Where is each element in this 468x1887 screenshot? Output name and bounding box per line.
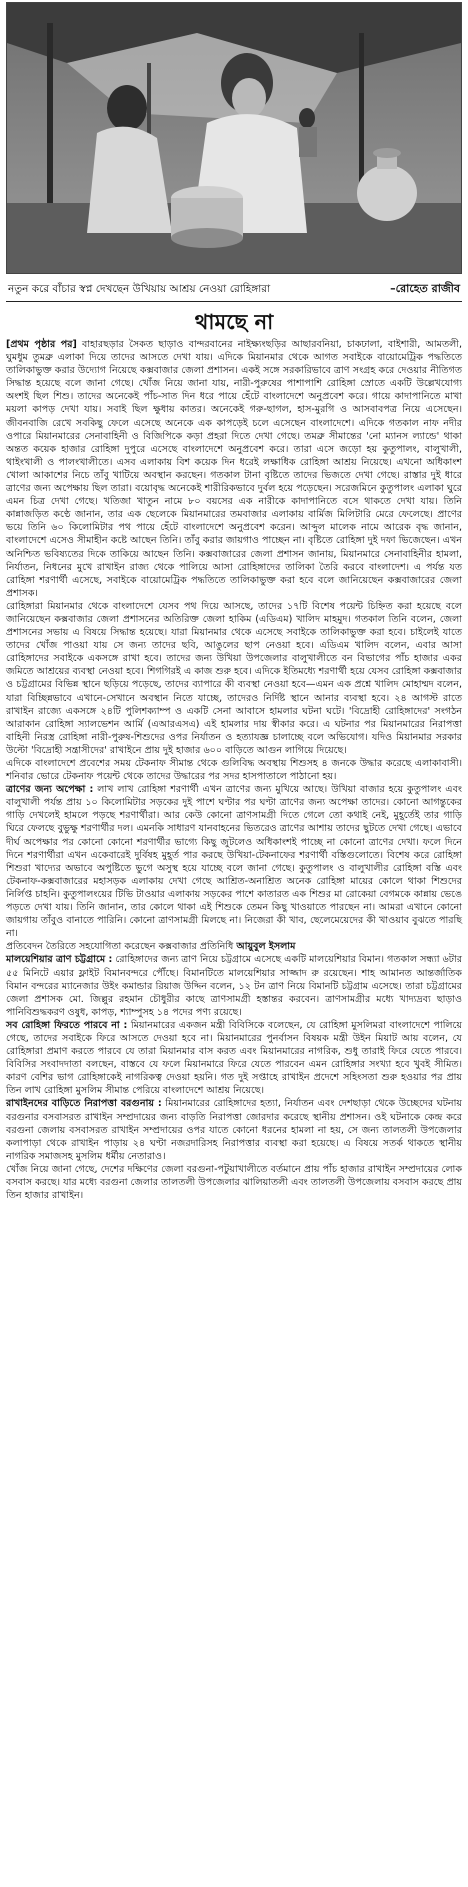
refugee-camp-photo [7, 3, 461, 273]
paragraph-text: রোহিঙ্গাদের জন্য ত্রাণ নিয়ে চট্টগ্রামে এসেছে একটি মালয়েশিয়ার বিমান। গতকাল সন্ধ্যা ৬টার ৫৫ মিনিটে এয়ার ফ্লাইট বিমানবন্দরে পৌঁছে। বিমানটিতে মালয়েশিয়ার সাজ্জাদ রু রয়েছেন। শাহ আমানত আন্তর্জাতিক বিমান বন্দরের ম্যানেজার উইং কমান্ডার রিয়াজ উদ্দিন বলেন, ১২ টন ত্রাণ নিয়ে বিমানটি চট্টগ্রাম এসেছে। তারা চট্টগ্রামের জেলা প্রশাসক মো. জিল্লুর রহমান চৌধুরীর কাছে ত্রাণসামগ্রী হস্তান্তর করবেন। ত্রাণসামগ্রীর মধ্যে খাদ্যদ্রব্য ছাড়াও পানিবিশুদ্ধকরণ ওষুধ, কাপড়, শ্যাম্পুসহ ১৪ পদের পণ্য রয়েছে। [6, 954, 462, 1018]
article-paragraph [6, 1019, 462, 1098]
paragraph-text: লাখ লাখ রোহিঙ্গা শরণার্থী এখন ত্রাণের জন্য মুখিয়ে আছে। উখিয়া বাজার হয়ে কুতুপালং এবং বালুখালী পর্যন্ত প্রায় ১০ কিলোমিটার সড়কের দুই পাশে ঘণ্টার পর ঘণ্টা ত্রাণের জন্য অপেক্ষা তাদের। কোনো আগন্তুকের গাড়ি দেখলেই হামলে পড়ছে শরণার্থীরা। আর কেউ কোনো ত্রাণসামগ্রী দিতে গেলে তো কথাই নেই, মুহূর্তেই তার গাড়ি ঘিরে ফেলছে বুভুক্ষু শরণার্থীর দল। এমনকি সাধারণ যানবাহনের ভিতরেও ত্রাণের আশায় তাদের ছুটতে দেখা গেছে। এভাবে দীর্ঘ অপেক্ষার পর কোনো কোনো শরণার্থীর ভাগ্যে কিছু জুটলেও অধিকাংশই পাচ্ছে না কোনো ত্রাণের দেখা। ফলে দিনে দিনে শরণার্থীরা এখন একেবারেই দুর্বিষহ মুহূর্ত পার করছে উখিয়া-টেকনাফের শরণার্থী বস্তিগুলোতে। বিশেষ করে রোহিঙ্গা শিশুরা খাদ্যের অভাবে অপুষ্টিতে ভুগে অসুস্থ হয়ে যাচ্ছে বলে জানা গেছে। কুতুপালং ও বালুখালীর রোহিঙ্গা বস্তি এবং টেকনাফ-কক্সবাজারের মহাসড়ক এলাকায় দেখা গেছে আশ্রিত-অনাশ্রিত অনেক রোহিঙ্গা মায়ের কোলে থাকা শিশুদের নির্লিপ্ত চাহনি। কুতুপালংয়ের টিভি টাওয়ার এলাকায় সড়কের পাশে কাতারত এক শিশুর মা রোকেয়া বেগমকে কান্নায় ভেঙে পড়তে দেখা যায়। তিনি জানান, তার কোলে থাকা এই শিশুকে তেমন কিছু খাওয়াতে পারছেন না। আমরা এখানে কোনো জায়গায় তাঁবুও বানাতে পারিনি। কোনো ত্রাণসামগ্রী মিলছে না। নিজেরা কী খাব, ছেলেমেয়েদের কী খাওয়াব বুঝতে পারছি না। [6, 784, 462, 940]
paragraph-text: বাহারছড়ার সৈকত ছাড়াও বান্দরবানের নাইক্ষ্যংছড়ির আছারবনিয়া, চাকঢালা, বাইশারী, আমতলী, ঘুমধুম তুমব্রু এলাকা দিয়ে তাদের আসতে দেখা যায়। এদিকে মিয়ানমার থেকে আগত সবাইকে বায়োমেট্রিক পদ্ধতিতে তালিকাভুক্ত করার উদ্যোগ নিয়েছে কক্সবাজার জেলা প্রশাসন। একই সঙ্গে সরকারিভাবে ত্রাণ সংগ্রহ করে দেওয়ার নীতিগত সিদ্ধান্ত হয়েছে বলে জানা গেছে। খোঁজ নিয়ে জানা যায়, নারী-পুরুষের পাশাপাশি রোহিঙ্গা স্রোতে একটি উল্লেখযোগ্য অংশই ছিল শিশু। তাদের অনেকেই পাঁচ-সাত দিন ধরে পায়ে হেঁটে বাংলাদেশে অনুপ্রবেশ করে। গায়ে কাদাপানিতে মাখা ময়লা কাপড় দেখা যায়। সবাই ছিল ক্ষুধায় কাতর। অনেকেই গরু-ছাগল, হাস-মুরগি ও আসবাবপত্র নিয়ে এসেছেন। জীবনবাজি রেখে সবকিছু ফেলে এসেছে অনেকে এক কাপড়েই চলে এসেছেন বাংলাদেশে। এদিকে গতকাল নাফ নদীর ওপারে মিয়ানমারের সেনাবাহিনী ও বিজিপিকে কড়া প্রহরা দিতে দেখা গেছে। তমব্রু সীমান্তের 'নো ম্যানস ল্যান্ডে' থাকা অন্তত কয়েক হাজার রোহিঙ্গা দুপুরে এসেছে বাংলাদেশে অনুপ্রবেশ করে। তারা এসে জড়ো হয় কুতুপালং, বালুখালী, থাইংখালী ও পালংখালীতে। এসব এলাকায় বিশ কয়েক দিন ধরেই লক্ষাধিক রোহিঙ্গা আশ্রয় নিয়েছে। এখনো অধিকাংশ খোলা আকাশের নিচে তাঁবু খাটিয়ে অবস্থান করছেন। গতকাল টানা বৃষ্টিতে তাদের ভিজতে দেখা গেছে। রাস্তার দুই ধারে ত্রাণের জন্য অপেক্ষায় ছিল তারা। বয়োবৃদ্ধ অনেকেই শারীরিকভাবে দুর্বল হয়ে পড়েছেন। সরেজমিনে কুতুপালং এলাকা ঘুরে এমন চিত্র দেখা গেছে। খতিজা খাতুন নামে ৮০ বয়সের এক নারীকে কাদাপানিতে বসে থাকতে দেখা যায়। তিনি কান্নাজড়িত কণ্ঠে জানান, তার এক ছেলেকে মিয়ানমারের তমবাজার এলাকায় বার্মিজ মিলিটারি মেরে ফেলেছে। প্রাণের ভয়ে তিনি ৬০ কিলোমিটার পথ পায়ে হেঁটে বাংলাদেশে অনুপ্রবেশ করেন। আব্দুল মালেক নামে আরেক বৃদ্ধ জানান, বাংলাদেশে এসেও সীমাহীন কষ্টে আছেন তিনি। তাঁবু করার জায়গাও পাচ্ছেন না। বৃষ্টিতে রোহিঙ্গা দুই দফা ভিজেছেন। এখন অনিশ্চিত ভবিষ্যতের দিকে তাকিয়ে আছেন তিনি। কক্সবাজারের জেলা প্রশাসন জানায়, মিয়ানমারে সেনাবাহিনীর হামলা, নির্যাতন, নিধনের মুখে রাখাইন রাজ্য থেকে পালিয়ে আসা রোহিঙ্গাদের তালিকা তৈরি করবে বাংলাদেশ। এ পর্যন্ত যত রোহিঙ্গা শরণার্থী এসেছে, সবাইকে বায়োমেট্রিক পদ্ধতিতে তালিকাভুক্ত করা হবে বলে জানিয়েছেন কক্সবাজারের জেলা প্রশাসক। [6, 339, 463, 599]
news-photo [6, 2, 462, 274]
article-body [6, 338, 462, 1202]
paragraph-subhead: রাখাইনদের বাড়িতে নিরাপত্তা বরগুনায় : [6, 1098, 162, 1110]
paragraph-text: মিয়ানমারের একজন মন্ত্রী বিবিসিকে বলেছেন, যে রোহিঙ্গা মুসলিমরা বাংলাদেশে পালিয়ে গেছে, তাদের সবাইকে ফিরে আসতে দেওয়া হবে না। মিয়ানমারের পুনর্বাসন বিষয়ক মন্ত্রী উইন মিয়াট আয় বলেন, যে রোহিঙ্গারা প্রমাণ করতে পারবে যে তারা মিয়ানমার বাস করত এবং মিয়ানমারের নাগরিক, শুধু তারাই ফিরে যেতে পারবে। বিবিসির সংবাদদাতা বলছেন, বাস্তবে যে ফলে মিয়ানমারে ফিরে যেতে পারবেন এমন রোহিঙ্গার সংখ্যা হবে খুবই সীমিত। কারণ বেশির ভাগ রোহিঙ্গাকেই নাগরিকত্ব দেওয়া হয়নি। গত দুই সপ্তাহে রাখাইন প্রদেশে সহিংসতা শুরু হওয়ার পর প্রায় তিন লাখ রোহিঙ্গা মুসলিম সীমান্ত পেরিয়ে বাংলাদেশে আশ্রয় নিয়েছে। [6, 1019, 462, 1097]
reporter-name: আয়ুবুল ইসলাম [236, 941, 296, 953]
paragraph-text: এদিকে বাংলাদেশে প্রবেশের সময় টেকনাফ সীমান্ত থেকে গুলিবিদ্ধ অবস্থায় শিশুসহ ৪ জনকে উদ্ধার করেছে এলাকাবাসী। শনিবার ভোরে টেকনাফ পয়েন্ট থেকে তাদের উদ্ধারের পর সদর হাসপাতালে পাঠানো হয়। [6, 758, 462, 783]
article-paragraph [6, 1097, 462, 1162]
photo-credit: –রোহেত রাজীব [390, 282, 460, 295]
paragraph-subhead: [প্রথম পৃষ্ঠার পর] [6, 339, 77, 350]
photo-caption-row [6, 274, 462, 302]
paragraph-text: প্রতিবেদন তৈরিতে সহযোগিতা করেছেন কক্সবাজার প্রতিনিধি [6, 941, 237, 953]
paragraph-text: খোঁজ নিয়ে জানা গেছে, দেশের দক্ষিণের জেলা বরগুনা-পটুয়াখালীতে বর্তমানে প্রায় পাঁচ হাজার রাখাইন সম্প্রদায়ের লোক বসবাস করছে। যার মধ্যে বরগুনা জেলার তালতলী উপজেলার ঝালিয়াতলী এবং তালতলী উপজেলায় বসবাস করছে প্রায় তিন হাজার রাখাইন। [6, 1163, 462, 1202]
article-paragraph [6, 1163, 462, 1202]
headline: থামছে না [194, 309, 274, 334]
paragraph-text: মিয়ানমারের রোহিঙ্গাদের হত্যা, নির্যাতন এবং দেশছাড়া থেকে উচ্ছেদের ঘটনায় বরগুনার বসবাসরত রাখাইন সম্প্রদায়ের জন্য বাড়তি নিরাপত্তা জোরদার করেছে স্থানীয় প্রশাসন। ওই ঘটনাকে কেন্দ্র করে বরগুনা জেলায় বসবাসরত রাখাইন সম্প্রদায়ের ওপর যাতে কোনো ধরনের হামলা না হয়, সে জন্য তালতলী উপজেলার কলাপাড়া থেকে রাখাইন পাড়ায় ২৪ ঘণ্টা নজরদারিসহ নিরাপত্তার ব্যবস্থা করা হয়েছে। এ বিষয়ে সতর্ক থাকতে স্থানীয় নাগরিক সমাজসহ মুসলিম ধর্মীয় নেতারাও। [6, 1098, 462, 1162]
article-paragraph [6, 940, 462, 953]
article-paragraph [6, 953, 462, 1018]
article-paragraph [6, 783, 462, 940]
article-paragraph [6, 338, 462, 600]
article-paragraph [6, 600, 462, 757]
paragraph-subhead: সব রোহিঙ্গা ফিরতে পারবে না : [6, 1019, 128, 1031]
photo-caption: নতুন করে বাঁচার স্বপ্ন দেখছেন উখিয়ায় আশ্রয় নেওয়া রোহিঙ্গারা [8, 283, 271, 295]
paragraph-text: রোহিঙ্গারা মিয়ানমার থেকে বাংলাদেশে যেসব পথ দিয়ে আসছে, তাদের ১৭টি বিশেষ পয়েন্ট চিহ্নিত করা হয়েছে বলে জানিয়েছেন কক্সবাজার জেলা প্রশাসনের অতিরিক্ত জেলা হাকিম (এডিএম) খালিদ মাহমুদ। গতকাল তিনি বলেন, জেলা প্রশাসনের সভায় এ বিষয়ে সিদ্ধান্ত হয়েছে। যারা মিয়ানমার থেকে এসেছে সবাইকে তালিকাভুক্ত করা হবে। চাইলেই যাতে তাদের খোঁজ পাওয়া যায় সে জন্য তাদের ছবি, আঙুলের ছাপ নেওয়া হবে। এডিএম খালিদ বলেন, এবার আসা রোহিঙ্গাদের সবাইকে একসঙ্গে রাখা হবে। তাদের জন্য উখিয়া উপজেলার বালুখালীতে বন বিভাগের পাঁচ হাজার একর জমিতে আশ্রয়ের ব্যবস্থা নেওয়া হবে। শিগগিরই এ কাজ শুরু হবে। এদিকে ইতিমধ্যে শরণার্থী হয়ে যেসব রোহিঙ্গা কক্সবাজার ও চট্টগ্রামের বিভিন্ন স্থানে ছড়িয়ে পড়েছে, তাদের ব্যাপারে কী ব্যবস্থা নেওয়া হবে—এমন এক প্রশ্নে খালিদ মোহাম্মদ বলেন, যারা বিচ্ছিন্নভাবে এখানে-সেখানে অবস্থান নিতে যাচ্ছে, তাদেরও নির্দিষ্ট স্থানে আনার ব্যবস্থা হবে। ২৪ আগস্ট রাতে রাখাইন রাজ্যে একসঙ্গে ২৪টি পুলিশক্যাম্প ও একটি সেনা আবাসে হামলার ঘটনা ঘটে। 'বিদ্রোহী রোহিঙ্গাদের' সংগঠন আরাকান রোহিঙ্গা স্যালভেশন আর্মি (এআরএসএ) এই হামলার দায় স্বীকার করে। এ ঘটনার পর মিয়ানমারের নিরাপত্তা বাহিনী নিরস্ত্র রোহিঙ্গা নারী-পুরুষ-শিশুদের ওপর নির্যাতন ও হত্যাযজ্ঞ চালাচ্ছে বলে অভিযোগ। যদিও মিয়ানমার সরকার উল্টো 'বিদ্রোহী সন্ত্রাসীদের' রাখাইনে প্রায় দুই হাজার ৬০০ বাড়িতে আগুন লাগিয়ে দিয়েছে। [6, 600, 462, 756]
article-paragraph [6, 757, 462, 783]
paragraph-subhead: মালয়েশিয়ার ত্রাণ চট্টগ্রামে : [6, 954, 113, 966]
paragraph-subhead: ত্রাণের জন্য অপেক্ষা : [6, 784, 94, 796]
